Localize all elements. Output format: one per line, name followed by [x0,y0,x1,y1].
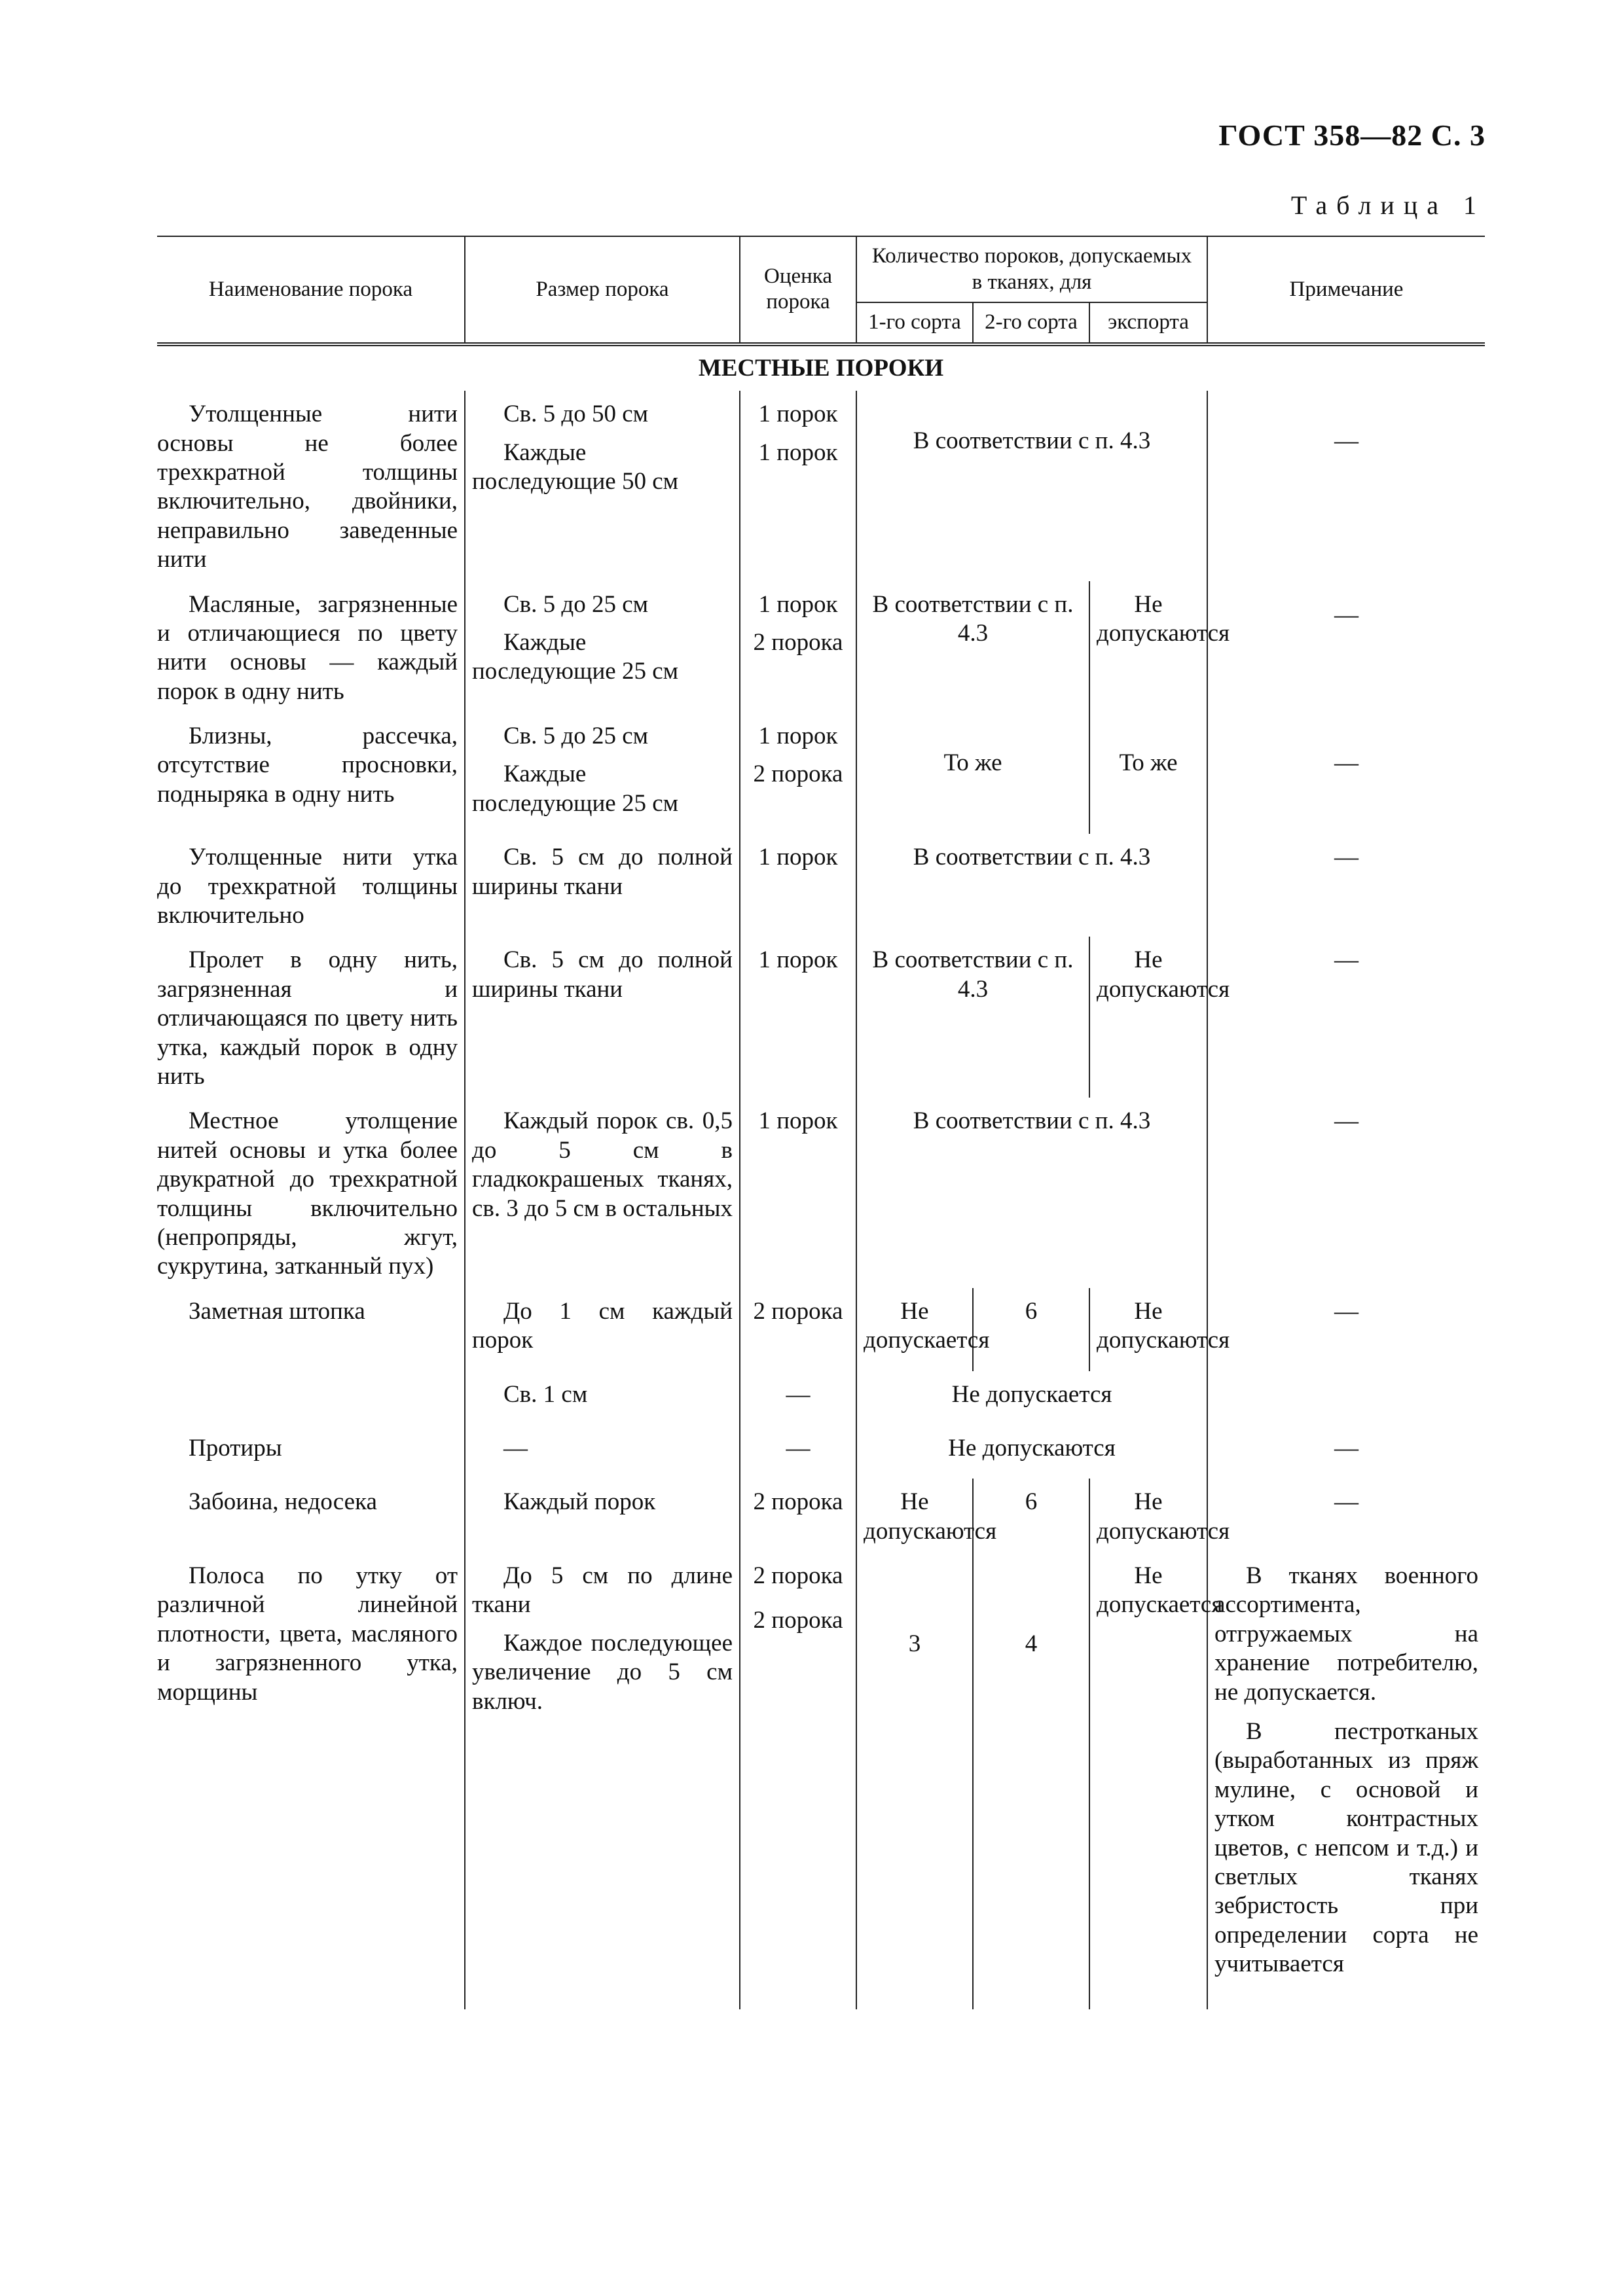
table-row [157,1098,1485,1287]
defect-note: — [1207,937,1485,1098]
section-title: МЕСТНЫЕ ПОРОКИ [698,354,944,382]
table-row [157,1552,1485,1732]
table-row [157,937,1485,1098]
defect-name: Местное утолщение нитей основы и утка более двукратной до трехкратной толщины включительно (непропряды, жгут, сукрутина, затканный пух) [157,1107,458,1280]
col-header-grade1: 1-го сорта [856,302,973,344]
table-row [157,834,1485,937]
grade1-count: 3 [856,1552,973,1732]
table-row [157,1371,1485,1425]
defect-note: — [1207,1288,1485,1371]
export-count: Не допускается [1089,1552,1207,1732]
defect-name: Забоина, недосека [189,1488,377,1516]
export-count: Не допускаются [1089,1479,1207,1552]
table-row [157,713,1485,834]
export-count: Не допускаются [1089,937,1207,1098]
defect-score: 1 порок 1 порок [740,391,856,581]
defect-size: Св. 5 до 50 см Каждые последующие 50 см [465,391,740,581]
defect-score: 2 порока 2 порока [740,1552,856,1732]
defect-size: Св. 5 см до полной ширины ткани [465,834,740,937]
allowed-count: То же [856,713,1089,834]
grade2-count: 6 [973,1288,1089,1371]
defect-score: 2 порока [740,1479,856,1552]
defect-name: Полоса по утку от различной линейной плотности, цвета, масляного и загрязненного утка, морщины [157,1562,458,1706]
table-label: Таблица 1 [1290,190,1486,220]
col-header-name: Наименование порока [157,236,465,344]
defect-score: 1 порок [740,834,856,937]
defect-name: Утолщенные нити основы не более трехкратной толщины включительно, двойники, неправильно заведенные нити [157,401,458,573]
grade1-count: Не допускается [856,1288,973,1371]
defect-score: — [740,1425,856,1479]
defect-name: Масляные, загрязненные и отличающиеся по цвету нити основы — каждый порок в одну нить [157,590,458,705]
allowed-count: Не допускаются [856,1425,1207,1479]
defect-name: Протиры [189,1434,282,1462]
defect-note: В тканях военного ассортимента, отгружаемых на хранение потребителю, не допускается. В пестротканых (выработанных из пряж мулине, с основой и утком контрастных цветов, с непсом и т.д.) и светлых тканях зебристость при определении сорта не учитывается [1207,1552,1485,2009]
defect-size: Св. 5 до 25 см Каждые последующие 25 см [465,581,740,713]
allowed-count: В соответствии с п. 4.3 [856,937,1089,1098]
table-row [157,1288,1485,1371]
defect-note: — [1207,581,1485,713]
defect-score: 1 порок 2 порока [740,713,856,834]
defect-note: — [1207,1098,1485,1287]
defect-score: 1 порок [740,937,856,1098]
defect-size: — [465,1425,740,1479]
defect-size: Св. 5 до 25 см Каждые последующие 25 см [465,713,740,834]
defect-size: Св. 5 см до полной ширины ткани [465,937,740,1098]
col-header-size: Размер порока [465,236,740,344]
defect-name: Пролет в одну нить, загрязненная и отличающаяся по цвету нить утка, каждый порок в одну нить [157,946,458,1090]
export-count: Не допускаются [1089,1288,1207,1371]
document-header: ГОСТ 358—82 С. 3 [1218,118,1486,152]
table-row [157,391,1485,581]
defect-size: До 1 см каждый порок [465,1288,740,1371]
allowed-count: В соответствии с п. 4.3 [856,391,1207,581]
grade2-count: 6 [973,1479,1089,1552]
defect-score: 2 порока [740,1288,856,1371]
defect-score: — [740,1371,856,1425]
col-header-note: Примечание [1207,236,1485,344]
col-header-grade2: 2-го сорта [973,302,1089,344]
defect-note: — [1207,391,1485,581]
table-row [157,581,1485,713]
allowed-count: Не допускается [856,1371,1207,1425]
defect-size: Каждый порок [465,1479,740,1552]
col-header-export: экспорта [1089,302,1207,344]
defect-score: 1 порок [740,1098,856,1287]
defect-size: Каждый порок св. 0,5 до 5 см в гладкокрашеных тканях, св. 3 до 5 см в остальных [465,1098,740,1287]
export-count: Не допускаются [1089,581,1207,713]
allowed-count: В соответствии с п. 4.3 [856,1098,1207,1287]
col-header-count: Количество пороков, допускаемых в тканях, для [856,236,1207,302]
defect-note: — [1207,1425,1485,1479]
grade1-count: Не допускаются [856,1479,973,1552]
defect-name: Заметная штопка [189,1297,365,1325]
defect-name: Утолщенные нити утка до трехкратной толщины включительно [157,844,458,929]
defect-score: 1 порок 2 порока [740,581,856,713]
defect-note: — [1207,1479,1485,1552]
col-header-score: Оценка порока [740,236,856,344]
defects-table [157,236,1485,2009]
defect-note: — [1207,834,1485,937]
defect-size: Св. 1 см [465,1371,740,1425]
export-count: То же [1089,713,1207,834]
allowed-count: В соответствии с п. 4.3 [856,834,1207,937]
table-row [157,1425,1485,1479]
grade2-count: 4 [973,1552,1089,1732]
defect-name: Близны, рассечка, отсутствие просновки, подныряка в одну нить [157,723,458,808]
table-row [157,1479,1485,1552]
defect-size: До 5 см по длине ткани Каждое последующее увеличение до 5 см включ. [465,1552,740,1732]
allowed-count: В соответствии с п. 4.3 [856,581,1089,713]
defect-note: — [1207,713,1485,834]
